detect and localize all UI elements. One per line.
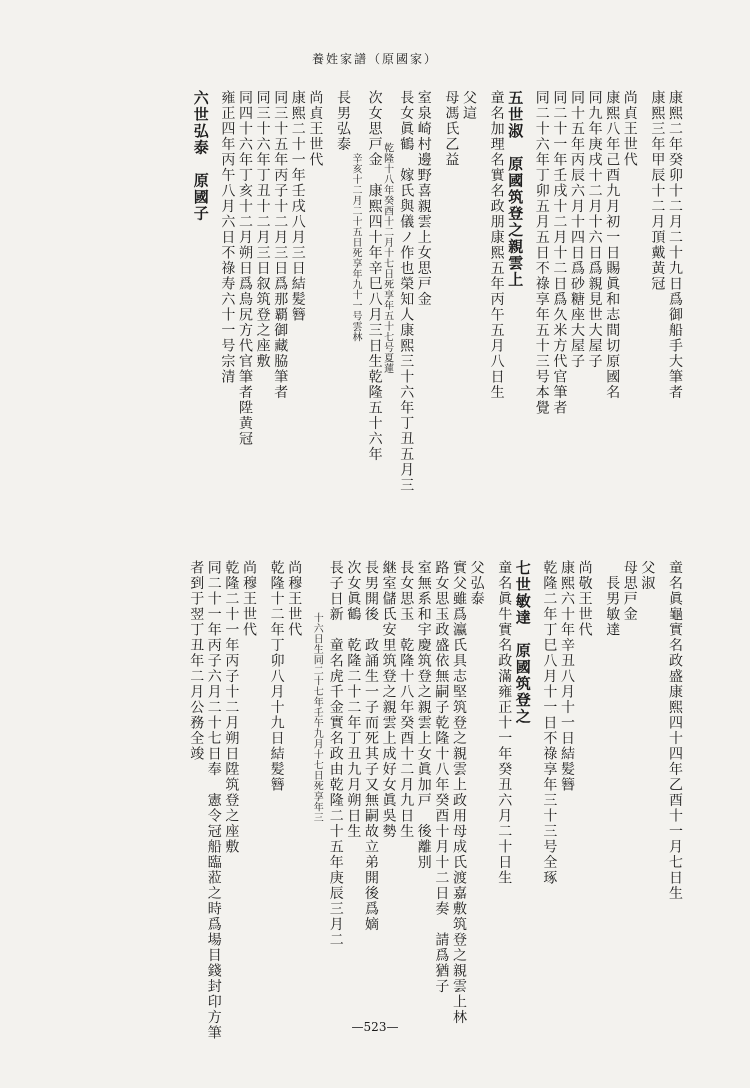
text-column: 乾隆二十一年丙子十二月朔日陞筑登之座敷: [223, 560, 240, 855]
text-column: 室泉崎村邊野喜親雲上女思戸金: [415, 90, 432, 307]
text-column: 長男弘泰: [335, 90, 351, 152]
text-column: 同二十六年丁卯五月五日不祿享年五十三号本覺: [533, 90, 550, 416]
text-column: 長男開後 政誦生一子而死其子又無嗣故立弟開後爲嫡: [363, 560, 379, 932]
text-column: 同十五年丙辰六月十四日爲砂糖座大屋子: [569, 90, 585, 369]
text-column: 乾隆十二年丁卯八月十九日結髪簪: [268, 560, 285, 793]
text-column: 尚穆王世代: [241, 560, 257, 638]
text-column: 父淑: [639, 560, 656, 591]
text-column: 長男敏達: [604, 560, 621, 638]
text-column: 長子日新 童名虎千金實名政由乾隆二十五年庚辰三月二: [327, 560, 344, 948]
text-column: 父這: [461, 90, 477, 121]
text-column: 尚穆王世代: [286, 560, 303, 638]
text-column: 尚貞王世代: [307, 90, 324, 168]
section-heading-column: 六世弘泰 原國子: [191, 90, 210, 222]
text-column: 康熙三年甲辰十二月頂戴黃冠: [649, 90, 666, 292]
text-column: 童名加理名實名政朋康熙五年丙午五月八日生: [488, 90, 505, 400]
text-column: 同四十六年丁亥十二月朔日爲鳥尻方代官筆者陞黄冠: [237, 90, 253, 447]
text-column: 次女眞鶴 乾隆二十二年丁丑九月朔日生: [345, 560, 362, 839]
text-column: 長女眞鶴 嫁氏與儀ノ作也榮知人康熙三十六年丁丑五月三: [398, 90, 415, 493]
text-column: 尚貞王世代: [621, 90, 638, 168]
text-column: 康熙二年癸卯十二月二十九日爲御船手大筆者: [667, 90, 683, 400]
page-number: —523—: [351, 1020, 399, 1034]
text-column: 辛亥十二月二十五日死享年九十一号雲林: [350, 90, 361, 342]
text-column: 乾隆十八年癸酉十二月十七日死享年五十七号夏蓮: [381, 90, 393, 374]
text-column: 長女思玉 乾隆十八年癸酉十二月九日生: [398, 560, 415, 839]
text-column: 母思戸金: [621, 560, 638, 622]
text-column: 次女思戸金 康熙四十年辛巳八月三日生乾隆五十六年: [366, 90, 383, 462]
text-column: 父弘泰: [468, 560, 485, 607]
text-column: 同三十六年丁丑十二月三日叙筑登之座敷: [254, 90, 271, 369]
text-column: 同二十一年丙子六月二十七日奉 憲令冠船臨蒞之時爲場目錢封印方筆: [205, 560, 222, 1041]
text-column: 康熙六十年辛丑八月十一日結髪簪: [559, 560, 575, 793]
text-column: 同三十五年丙子十二月三日爲那覇御藏脇筆者: [272, 90, 289, 400]
section-heading-column: 五世淑 原國筑登之親雲上: [506, 90, 525, 288]
text-column: 乾隆二年丁巳八月十一日不祿享年三十三号全琢: [541, 560, 558, 886]
text-column: 者到于翌丁丑年二月公務全竣: [188, 560, 205, 762]
text-column: 實父雖爲瀛氏具志堅筑登之親雲上政用母成氏渡嘉敷筑登之親雲上林: [451, 560, 467, 1025]
text-column: 雍正四年丙午八月六日不祿寿六十一号宗清: [219, 90, 236, 385]
text-column: 康熙八年己酉九月初一日賜眞和志間切原國名: [604, 90, 621, 400]
text-column: 同二十一年壬戌十二月十二日爲久米方代官筆者: [551, 90, 568, 416]
text-column: 童名眞牛實名政滿雍正十一年癸丑六月二十日生: [496, 560, 513, 886]
text-column: 童名眞龜實名政盛康熙四十四年乙酉十一月七日生: [667, 560, 683, 901]
text-column: 康熙二十一年壬戌八月三日結髪簪: [289, 90, 306, 323]
page-header-title: 養姓家譜（原國家）: [311, 52, 438, 66]
text-column: 母馮氏乙益: [443, 90, 460, 168]
text-column: 尚敬王世代: [576, 560, 593, 638]
text-column: 継室儲氏安里筑登之親雲上成好女眞吳勢: [380, 560, 397, 839]
text-column: 路女思玉政盛依無嗣子乾隆十八年癸酉十月十二日奏 請爲猶子: [433, 560, 450, 994]
text-column: 同九年庚戌十二月十六日爲親見世大屋子: [586, 90, 603, 369]
text-column: 十六日生同二十七年壬午九月十七日死享年三: [311, 560, 323, 823]
text-column: 室無系和宇慶筑登之親雲上女眞加戸 後離別: [415, 560, 432, 870]
section-heading-column: 七世敏達 原國筑登之: [513, 560, 532, 725]
